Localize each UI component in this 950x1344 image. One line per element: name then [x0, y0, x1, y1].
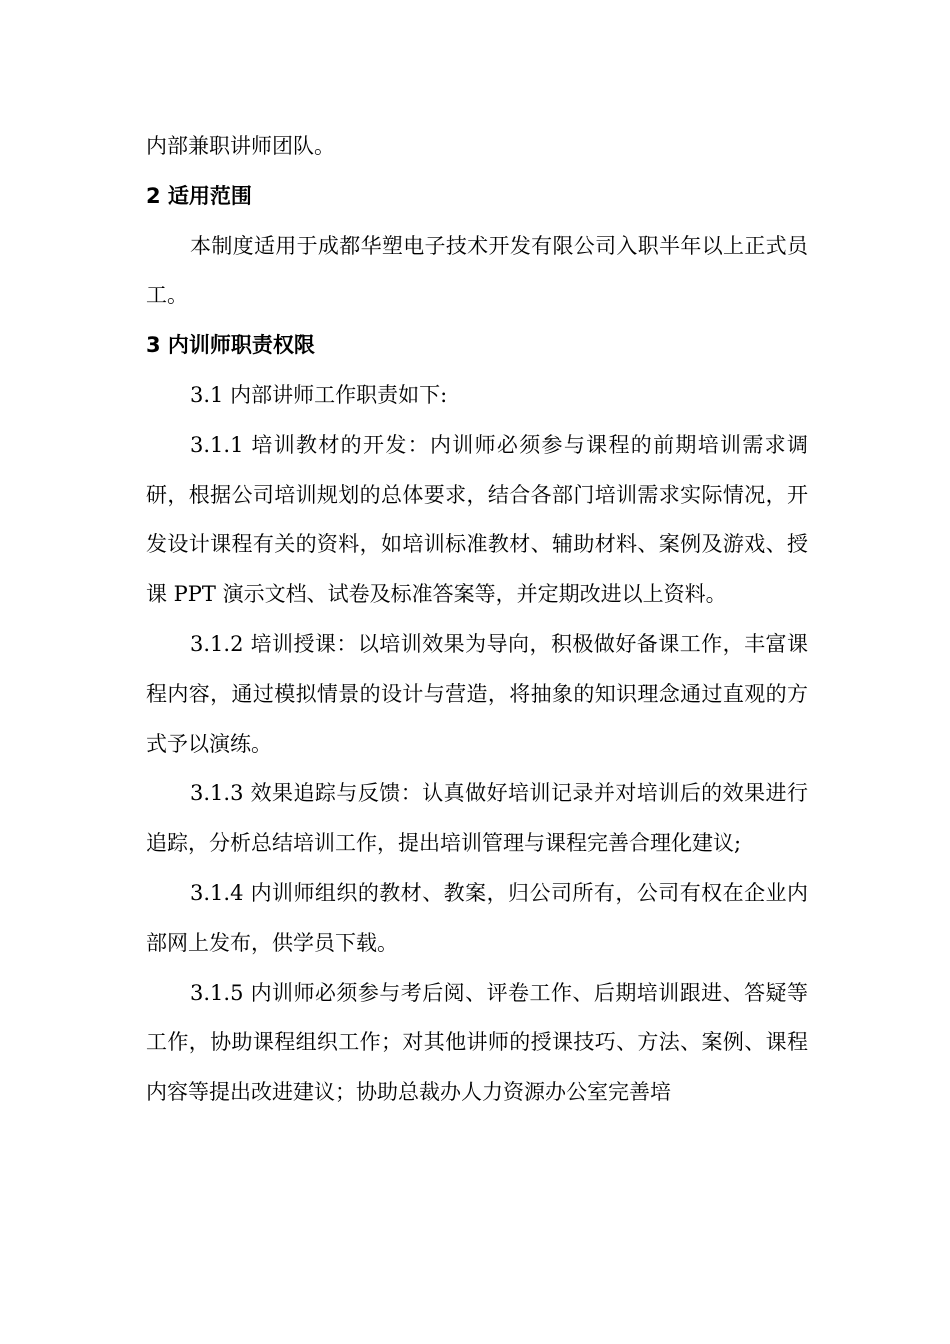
paragraph-3-1: 3.1 内部讲师工作职责如下:	[190, 382, 448, 407]
paragraph-3-1-3: 3.1.3 效果追踪与反馈：认真做好培训记录并对培训后的效果进行追踪，分析总结培训工作，提出培训管理与课程完善合理化建议;	[146, 781, 808, 856]
section-heading-trainer-duties: 3 内训师职责权限	[146, 333, 315, 358]
document-body	[146, 122, 808, 1118]
paragraph-3-1-5: 3.1.5 内训师必须参与考后阅、评卷工作、后期培训跟进、答疑等工作，协助课程组织工作；对其他讲师的授课技巧、方法、案例、课程内容等提出改进建议；协助总裁办人力资源办公室完善培	[146, 980, 808, 1105]
section-heading-scope: 2 适用范围	[146, 183, 252, 208]
paragraph-scope: 本制度适用于成都华塑电子技术开发有限公司入职半年以上正式员工。	[146, 233, 808, 308]
paragraph-3-1-4: 3.1.4 内训师组织的教材、教案，归公司所有，公司有权在企业内部网上发布，供学员下载。	[146, 880, 808, 955]
paragraph-3-1-2: 3.1.2 培训授课：以培训效果为导向，积极做好备课工作，丰富课程内容，通过模拟情景的设计与营造，将抽象的知识理念通过直观的方式予以演练。	[146, 631, 808, 756]
paragraph-intro-tail: 内部兼职讲师团队。	[146, 134, 335, 158]
paragraph-3-1-1: 3.1.1 培训教材的开发：内训师必须参与课程的前期培训需求调研，根据公司培训规划的总体要求，结合各部门培训需求实际情况，开发设计课程有关的资料，如培训标准教材、辅助材料、案例及游戏、授课 PPT 演示文档、试卷及标准答案等，并定期改进以上资料。	[146, 432, 808, 607]
